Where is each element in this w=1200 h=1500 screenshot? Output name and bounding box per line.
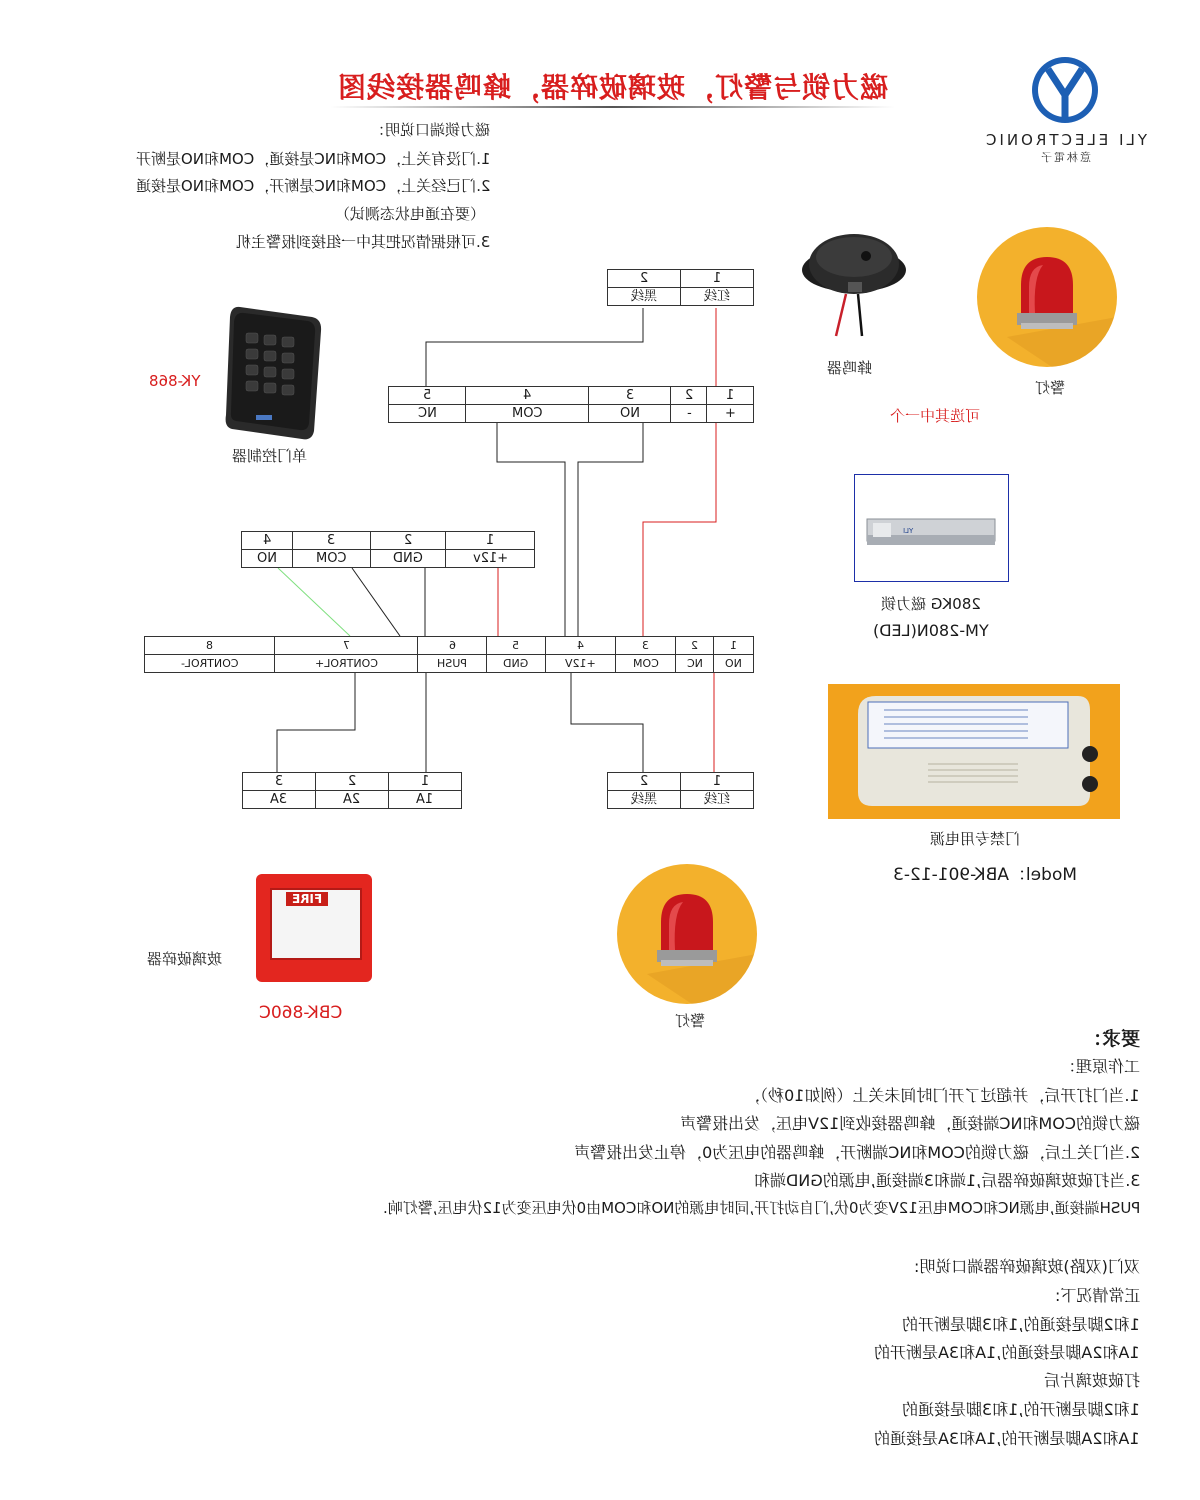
wire-red-plus-to-nc (643, 422, 716, 636)
wire-green-no-to-push (278, 568, 350, 636)
lock-notes-heading: 磁力锁端口说明： (369, 121, 490, 139)
psu-model: Model：ABK-901-12-3 (893, 865, 1077, 885)
breaker-note-line: 1和2脚是接通的,1和3脚是断开的 (902, 1315, 1140, 1334)
maglock-icon (855, 475, 1008, 581)
logo-brand-text: YLI ELECTRONIC (982, 131, 1147, 149)
buzzer-label: 蜂鸣器 (827, 359, 873, 377)
requirement-line: PUSH端接通,电源NC和COM电压12V变为0伏,门自动打开,同时电源的NO和COM由0伏电压变为12伏电压,警灯响. (382, 1199, 1140, 1217)
breaker-notes-heading: 双门(双路)玻璃破碎器端口说明: (914, 1257, 1140, 1276)
psu-image-frame (828, 684, 1120, 819)
requirement-line: 磁力锁的COM和NC端接通，蜂鸣器接收到12V电压，发出报警声 (679, 1114, 1140, 1133)
requirement-line: 2.当门关上后，磁力锁的COM和NC端断开，蜂鸣器的电压为0，停止发出报警声 (573, 1143, 1140, 1162)
wire-com-to-light (571, 673, 643, 772)
alarm-light-background (977, 227, 1117, 367)
lock-note-line: （要在通电状态测试） (334, 205, 485, 223)
light-terminal-table: 2 1 黑线 红线 (607, 772, 754, 809)
logo-cn-text: 意林電子 (1039, 151, 1091, 164)
wire-black-top-to-nc (426, 308, 643, 386)
wire-push-to-breaker (277, 673, 355, 772)
lock-note-line: 2.门已经关上，COM和NC是断开，COM和NO是接通 (135, 177, 490, 195)
requirement-line: 1.当门打开后，并超过了开门时间未关上（例如10秒）， (744, 1086, 1140, 1105)
breaker-note-line: 1A和2A脚是接通的,1A和3A是断开的 (874, 1343, 1140, 1362)
maglock-image-frame (854, 474, 1009, 582)
fire-label: FIRE (292, 892, 323, 906)
psu-terminal-table: 8 7 6 5 4 3 2 1 CONTROL- CONTROL+ PUSH GND +12V COM NC NO (144, 636, 754, 673)
glass-breaker-label: 玻璃破碎器 (147, 950, 223, 968)
wire-lock-com (497, 422, 565, 636)
controller-name: 单门控制器 (232, 447, 308, 465)
buzzer-icon (796, 232, 911, 342)
alarm-light-2-icon (617, 864, 757, 1004)
requirement-line: 工作原理： (1059, 1057, 1140, 1076)
glass-breaker-model: CBK-860C (259, 1003, 343, 1023)
breaker-note-line: 正常情况下: (1054, 1286, 1140, 1305)
alarm-light-2-background (617, 864, 757, 1004)
alarm-light-icon (977, 227, 1117, 367)
controller-terminal-table: 4 3 2 1 NO COM GND +12v (241, 531, 535, 568)
lock-note-line: 1.门没有关上，COM和NC是接通，COM和NO是断开 (135, 150, 490, 168)
breaker-terminal-table: 3 2 1 3A 2A 1A (242, 772, 462, 809)
requirements-heading: 要求： (1082, 1028, 1140, 1050)
breaker-note-line: 1A和2A脚是断开的,1A和3A是接通的 (874, 1429, 1140, 1448)
breaker-note-line: 1和2脚是断开的,1和3脚是接通的 (902, 1400, 1140, 1419)
lock-terminal-table: 5 4 3 2 1 NC COM NO - + (388, 386, 754, 423)
requirement-line: 3.当打破玻璃破碎器后,1端和3端接通,电源的GND端和 (753, 1171, 1140, 1190)
wire-com-to-gnd (352, 568, 400, 636)
wire-lock-minus (578, 422, 643, 636)
psu-icon (828, 684, 1120, 819)
psu-name: 门禁专用电源 (929, 830, 1020, 848)
optional-note: 可选其中一个 (889, 407, 980, 425)
maglock-spec: 280KG 磁力锁 (880, 595, 981, 613)
maglock-model: YM-280N(LED) (872, 621, 989, 640)
controller-model: YK-868 (149, 372, 201, 390)
keypad-controller-icon (222, 303, 326, 443)
diagram-title: 磁力锁与警灯，玻璃破碎器，蜂鸣器接线图 (336, 71, 888, 104)
breaker-note-line: 打破玻璃片后 (1043, 1371, 1140, 1390)
buzzer-terminal-table: 2 1 黑线 红线 (607, 269, 754, 306)
maglock-brand-label: YLI (903, 527, 914, 535)
lock-note-line: 3.可根据情况把其中一组接到报警主机 (235, 233, 490, 251)
alarm-light-label: 警灯 (1034, 379, 1065, 397)
alarm-light-2-label: 警灯 (674, 1012, 705, 1030)
glass-breaker-image (256, 874, 372, 982)
